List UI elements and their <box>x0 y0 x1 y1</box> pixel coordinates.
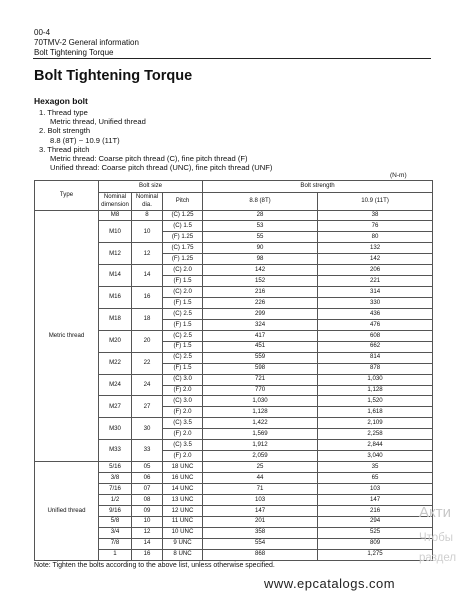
pitch-cell: (F) 2.0 <box>163 429 203 440</box>
pitch-cell: 18 UNC <box>163 462 203 473</box>
spec-list <box>39 108 272 172</box>
pitch-cell: (F) 1.5 <box>163 363 203 374</box>
torque-10-9-cell: 608 <box>318 330 433 341</box>
torque-10-9-cell: 1,030 <box>318 374 433 385</box>
nominal-dia-cell: 05 <box>132 462 163 473</box>
nominal-dia-cell: 18 <box>132 308 163 330</box>
header-strength-8-8: 8.8 (8T) <box>203 192 318 210</box>
activation-watermark-line: раздел <box>419 552 457 564</box>
nominal-dimension-cell: 9/16 <box>99 505 132 516</box>
page-number: 00-4 <box>34 28 51 37</box>
torque-8-8-cell: 598 <box>203 363 318 374</box>
header-bolt-size: Bolt size <box>99 181 203 193</box>
nominal-dimension-cell: 5/8 <box>99 516 132 527</box>
nominal-dimension-cell: 5/16 <box>99 462 132 473</box>
page-title: Bolt Tightening Torque <box>34 68 193 84</box>
torque-8-8-cell: 721 <box>203 374 318 385</box>
nominal-dia-cell: 08 <box>132 494 163 505</box>
nominal-dimension-cell: 1/2 <box>99 494 132 505</box>
nominal-dia-cell: 14 <box>132 265 163 287</box>
torque-10-9-cell: 216 <box>318 505 433 516</box>
torque-10-9-cell: 38 <box>318 210 433 221</box>
nominal-dia-cell: 16 <box>132 287 163 309</box>
torque-8-8-cell: 71 <box>203 483 318 494</box>
torque-8-8-cell: 451 <box>203 341 318 352</box>
torque-8-8-cell: 324 <box>203 319 318 330</box>
nominal-dia-cell: 24 <box>132 374 163 396</box>
torque-10-9-cell: 1,618 <box>318 407 433 418</box>
table-row <box>35 462 433 473</box>
pitch-cell: (C) 1.75 <box>163 243 203 254</box>
activation-watermark-line: Чтобы <box>419 532 454 544</box>
nominal-dia-cell: 20 <box>132 330 163 352</box>
torque-8-8-cell: 417 <box>203 330 318 341</box>
torque-8-8-cell: 147 <box>203 505 318 516</box>
torque-8-8-cell: 559 <box>203 352 318 363</box>
torque-10-9-cell: 2,844 <box>318 440 433 451</box>
site-watermark: www.epcatalogs.com <box>264 576 396 591</box>
nominal-dia-cell: 14 <box>132 538 163 549</box>
pitch-cell: 9 UNC <box>163 538 203 549</box>
nominal-dimension-cell: 7/8 <box>99 538 132 549</box>
page-header <box>34 28 139 58</box>
pitch-cell: (C) 3.5 <box>163 418 203 429</box>
pitch-cell: (C) 3.0 <box>163 396 203 407</box>
pitch-cell: (F) 2.0 <box>163 407 203 418</box>
nominal-dimension-cell: M27 <box>99 396 132 418</box>
torque-8-8-cell: 98 <box>203 254 318 265</box>
spec-item-line: Metric thread: Coarse pitch thread (C), fine pitch thread (F) <box>50 154 248 164</box>
spec-item-thread-type <box>39 108 272 126</box>
torque-8-8-cell: 226 <box>203 298 318 309</box>
pitch-cell: 14 UNC <box>163 483 203 494</box>
header-topic: Bolt Tightening Torque <box>34 48 114 57</box>
pitch-cell: 10 UNC <box>163 527 203 538</box>
torque-10-9-cell: 878 <box>318 363 433 374</box>
torque-8-8-cell: 55 <box>203 232 318 243</box>
torque-10-9-cell: 65 <box>318 473 433 484</box>
header-nominal-dimension: Nominal dimension <box>99 192 132 210</box>
nominal-dia-cell: 30 <box>132 418 163 440</box>
nominal-dia-cell: 10 <box>132 221 163 243</box>
section-heading: Hexagon bolt <box>34 96 88 106</box>
torque-10-9-cell: 294 <box>318 516 433 527</box>
torque-8-8-cell: 1,912 <box>203 440 318 451</box>
pitch-cell: (F) 1.5 <box>163 341 203 352</box>
pitch-cell: (F) 1.25 <box>163 254 203 265</box>
spec-item-head: 1. Thread type <box>39 108 88 117</box>
pitch-cell: (F) 2.0 <box>163 385 203 396</box>
pitch-cell: 13 UNC <box>163 494 203 505</box>
torque-10-9-cell: 3,040 <box>318 451 433 462</box>
pitch-cell: (C) 2.0 <box>163 287 203 298</box>
torque-8-8-cell: 1,030 <box>203 396 318 407</box>
spec-item-line: Unified thread: Coarse pitch thread (UNC), fine pitch thread (UNF) <box>50 163 273 173</box>
pitch-cell: (C) 3.0 <box>163 374 203 385</box>
nominal-dimension-cell: 1 <box>99 549 132 560</box>
nominal-dia-cell: 16 <box>132 549 163 560</box>
nominal-dimension-cell: M14 <box>99 265 132 287</box>
header-type: Type <box>35 181 99 211</box>
torque-10-9-cell: 221 <box>318 276 433 287</box>
torque-10-9-cell: 436 <box>318 308 433 319</box>
torque-8-8-cell: 358 <box>203 527 318 538</box>
nominal-dia-cell: 10 <box>132 516 163 527</box>
nominal-dimension-cell: 3/4 <box>99 527 132 538</box>
torque-8-8-cell: 201 <box>203 516 318 527</box>
pitch-cell: 11 UNC <box>163 516 203 527</box>
header-pitch: Pitch <box>163 192 203 210</box>
nominal-dia-cell: 33 <box>132 440 163 462</box>
pitch-cell: (F) 1.5 <box>163 276 203 287</box>
nominal-dimension-cell: M24 <box>99 374 132 396</box>
torque-10-9-cell: 1,520 <box>318 396 433 407</box>
pitch-cell: (C) 2.5 <box>163 330 203 341</box>
nominal-dimension-cell: 7/16 <box>99 483 132 494</box>
torque-8-8-cell: 1,422 <box>203 418 318 429</box>
torque-10-9-cell: 147 <box>318 494 433 505</box>
header-bolt-strength: Bolt strength <box>203 181 433 193</box>
nominal-dimension-cell: M30 <box>99 418 132 440</box>
nominal-dimension-cell: M33 <box>99 440 132 462</box>
torque-10-9-cell: 330 <box>318 298 433 309</box>
unit-label: (N-m) <box>390 172 407 179</box>
pitch-cell: (F) 1.5 <box>163 319 203 330</box>
nominal-dimension-cell: M18 <box>99 308 132 330</box>
torque-8-8-cell: 53 <box>203 221 318 232</box>
pitch-cell: (C) 2.0 <box>163 265 203 276</box>
nominal-dia-cell: 09 <box>132 505 163 516</box>
torque-8-8-cell: 25 <box>203 462 318 473</box>
torque-8-8-cell: 554 <box>203 538 318 549</box>
torque-table-body <box>35 210 433 560</box>
torque-10-9-cell: 809 <box>318 538 433 549</box>
torque-10-9-cell: 1,128 <box>318 385 433 396</box>
nominal-dimension-cell: M20 <box>99 330 132 352</box>
torque-8-8-cell: 1,128 <box>203 407 318 418</box>
nominal-dia-cell: 06 <box>132 473 163 484</box>
torque-10-9-cell: 662 <box>318 341 433 352</box>
footnote: Note: Tighten the bolts according to the above list, unless otherwise specified. <box>34 562 275 569</box>
pitch-cell: (C) 3.5 <box>163 440 203 451</box>
nominal-dimension-cell: M12 <box>99 243 132 265</box>
spec-item-bolt-strength <box>39 126 272 144</box>
nominal-dimension-cell: M16 <box>99 287 132 309</box>
pitch-cell: 12 UNC <box>163 505 203 516</box>
torque-10-9-cell: 103 <box>318 483 433 494</box>
nominal-dia-cell: 12 <box>132 243 163 265</box>
nominal-dimension-cell: 3/8 <box>99 473 132 484</box>
pitch-cell: (C) 1.25 <box>163 210 203 221</box>
type-cell: Unified thread <box>35 462 99 560</box>
torque-10-9-cell: 1,275 <box>318 549 433 560</box>
pitch-cell: (F) 1.5 <box>163 298 203 309</box>
pitch-cell: 8 UNC <box>163 549 203 560</box>
torque-8-8-cell: 868 <box>203 549 318 560</box>
torque-10-9-cell: 2,258 <box>318 429 433 440</box>
pitch-cell: (C) 2.5 <box>163 352 203 363</box>
spec-item-line: Metric thread, Unified thread <box>50 117 146 127</box>
torque-10-9-cell: 35 <box>318 462 433 473</box>
torque-10-9-cell: 80 <box>318 232 433 243</box>
torque-table <box>34 180 433 561</box>
pitch-cell: (C) 1.5 <box>163 221 203 232</box>
nominal-dia-cell: 12 <box>132 527 163 538</box>
torque-8-8-cell: 1,569 <box>203 429 318 440</box>
nominal-dia-cell: 8 <box>132 210 163 221</box>
torque-8-8-cell: 299 <box>203 308 318 319</box>
torque-8-8-cell: 28 <box>203 210 318 221</box>
torque-10-9-cell: 2,109 <box>318 418 433 429</box>
header-divider <box>33 58 431 59</box>
header-strength-10-9: 10.9 (11T) <box>318 192 433 210</box>
torque-8-8-cell: 90 <box>203 243 318 254</box>
torque-10-9-cell: 314 <box>318 287 433 298</box>
nominal-dia-cell: 27 <box>132 396 163 418</box>
torque-8-8-cell: 103 <box>203 494 318 505</box>
header-nominal-dia: Nominal dia. <box>132 192 163 210</box>
spec-item-head: 3. Thread pitch <box>39 144 90 154</box>
nominal-dia-cell: 22 <box>132 352 163 374</box>
torque-8-8-cell: 770 <box>203 385 318 396</box>
torque-8-8-cell: 44 <box>203 473 318 484</box>
table-row <box>35 210 433 221</box>
torque-10-9-cell: 814 <box>318 352 433 363</box>
pitch-cell: (F) 1.25 <box>163 232 203 243</box>
spec-item-line: 8.8 (8T) ~ 10.9 (11T) <box>50 135 120 145</box>
pitch-cell: (F) 2.0 <box>163 451 203 462</box>
torque-10-9-cell: 142 <box>318 254 433 265</box>
torque-8-8-cell: 152 <box>203 276 318 287</box>
torque-10-9-cell: 476 <box>318 319 433 330</box>
torque-10-9-cell: 76 <box>318 221 433 232</box>
torque-8-8-cell: 142 <box>203 265 318 276</box>
manual-section: 70TMV-2 General information <box>34 38 139 47</box>
activation-watermark-title: Акти <box>419 504 451 521</box>
pitch-cell: (C) 2.5 <box>163 308 203 319</box>
spec-item-head: 2. Bolt strength <box>39 126 91 136</box>
type-cell: Metric thread <box>35 210 99 462</box>
torque-8-8-cell: 216 <box>203 287 318 298</box>
nominal-dia-cell: 07 <box>132 483 163 494</box>
torque-10-9-cell: 206 <box>318 265 433 276</box>
pitch-cell: 16 UNC <box>163 473 203 484</box>
nominal-dimension-cell: M10 <box>99 221 132 243</box>
torque-10-9-cell: 525 <box>318 527 433 538</box>
nominal-dimension-cell: M8 <box>99 210 132 221</box>
activation-watermark-text <box>419 528 456 568</box>
nominal-dimension-cell: M22 <box>99 352 132 374</box>
torque-10-9-cell: 132 <box>318 243 433 254</box>
spec-item-thread-pitch <box>39 145 272 173</box>
torque-8-8-cell: 2,059 <box>203 451 318 462</box>
